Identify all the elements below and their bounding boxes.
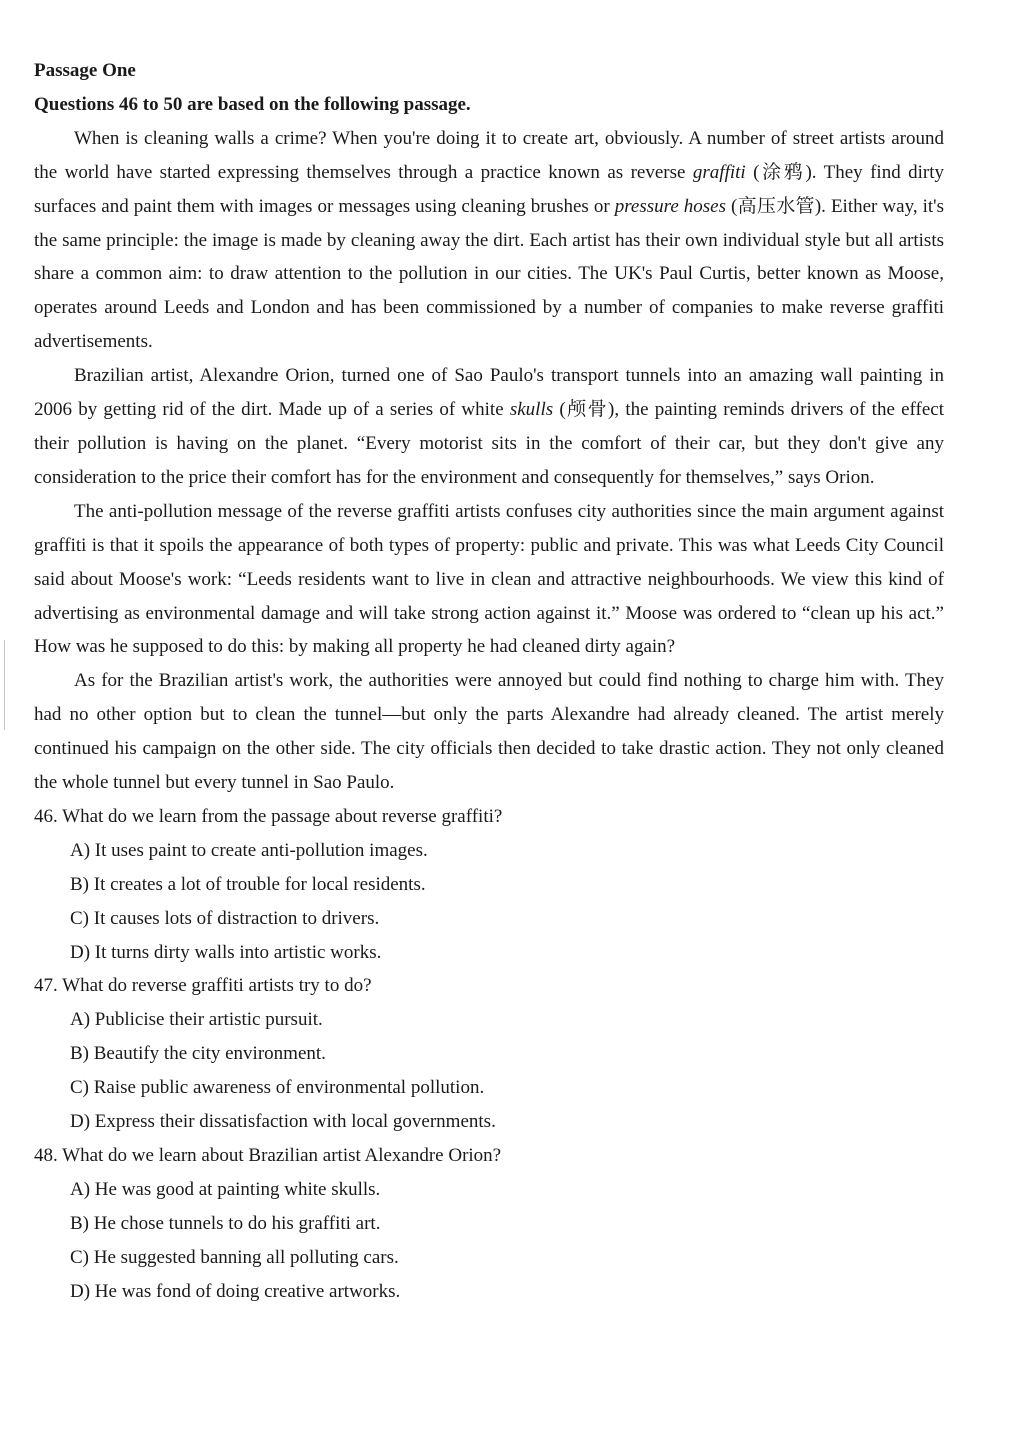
gloss-graffiti: (涂鸦).	[745, 161, 824, 183]
question-stem: 48. What do we learn about Brazilian artist Alexandre Orion?	[34, 1145, 502, 1166]
option-a: A) Publicise their artistic pursuit.	[70, 1009, 323, 1031]
option-a: A) He was good at painting white skulls.	[70, 1178, 381, 1200]
question-stem: 47. What do reverse graffiti artists try to do?	[34, 975, 372, 997]
question-46	[34, 800, 944, 970]
option-d: D) He was fond of doing creative artworks.	[70, 1280, 401, 1302]
option-a: A) It uses paint to create anti-pollution images.	[70, 839, 428, 861]
paragraph-1	[34, 122, 944, 359]
scan-edge-mark	[4, 640, 5, 730]
option-d: D) Express their dissatisfaction with local governments.	[70, 1111, 496, 1133]
paragraph-3: The anti-pollution message of the reverse graffiti artists confuses city authorities since the main argument against graffiti is that it spoils the appearance of both types of property: public and private. This was what Leeds City Council said about Moose's work: “Leeds residents want to live in clean and attractive neighbourhoods. We view this kind of advertising as environmental damage and will take strong action against it.” Moose was ordered to “clean up his act.” How was he supposed to do this: by making all property he had cleaned dirty again?	[34, 500, 944, 658]
question-47	[34, 969, 944, 1139]
p1-text-1: When is cleaning walls a crime? When you're doing it to create art, obviously. A number of street artists around the world have started expressing themselves through a practice known as reverse	[34, 127, 944, 183]
p1-text-3: Either way, it's the same principle: the image is made by cleaning away the dirt. Each artist has their own individual style but all artists share a common aim: to draw attention to the pollution in our cities. The UK's Paul Curtis, better known as Moose, operates around Leeds and London and has been commissioned by a number of companies to make reverse graffiti advertisements.	[34, 195, 944, 353]
term-graffiti: graffiti	[692, 161, 746, 183]
option-c: C) He suggested banning all polluting cars.	[70, 1246, 399, 1268]
option-b: B) Beautify the city environment.	[70, 1043, 326, 1065]
p1-text-2: They find dirty surfaces and paint them with images or messages using cleaning brushes or	[34, 161, 945, 217]
option-c: C) It causes lots of distraction to drivers.	[70, 907, 380, 929]
gloss-skulls: (颅骨),	[553, 399, 626, 421]
question-48	[34, 1139, 944, 1309]
term-pressure-hoses: pressure hoses	[614, 195, 727, 217]
paragraph-2	[34, 359, 944, 495]
p2-text-2: the painting reminds drivers of the effect their pollution is having on the planet. “Every motorist sits in the comfort of their car, but they don't give any consideration to the price their comfort has for the environment and consequently for themselves,” says Orion.	[34, 399, 944, 488]
passage-instruction: Questions 46 to 50 are based on the following passage.	[34, 93, 471, 115]
option-c: C) Raise public awareness of environmental pollution.	[70, 1077, 485, 1099]
exam-page	[34, 54, 944, 1309]
option-d: D) It turns dirty walls into artistic works.	[70, 941, 382, 963]
p2-text-1: Brazilian artist, Alexandre Orion, turned one of Sao Paulo's transport tunnels into an amazing wall painting in 2006 by getting rid of the dirt. Made up of a series of white	[34, 365, 944, 421]
passage-title: Passage One	[34, 60, 136, 81]
question-stem: 46. What do we learn from the passage about reverse graffiti?	[34, 805, 503, 827]
paragraph-4: As for the Brazilian artist's work, the authorities were annoyed but could find nothing to charge him with. They had no other option but to clean the tunnel—but only the parts Alexandre had already cleaned. The artist merely continued his campaign on the other side. The city officials then decided to take drastic action. They not only cleaned the whole tunnel but every tunnel in Sao Paulo.	[34, 670, 944, 794]
option-b: B) It creates a lot of trouble for local residents.	[70, 873, 426, 895]
term-skulls: skulls	[509, 399, 554, 421]
gloss-pressure-hoses: (高压水管).	[726, 195, 831, 217]
option-b: B) He chose tunnels to do his graffiti art.	[70, 1212, 381, 1234]
